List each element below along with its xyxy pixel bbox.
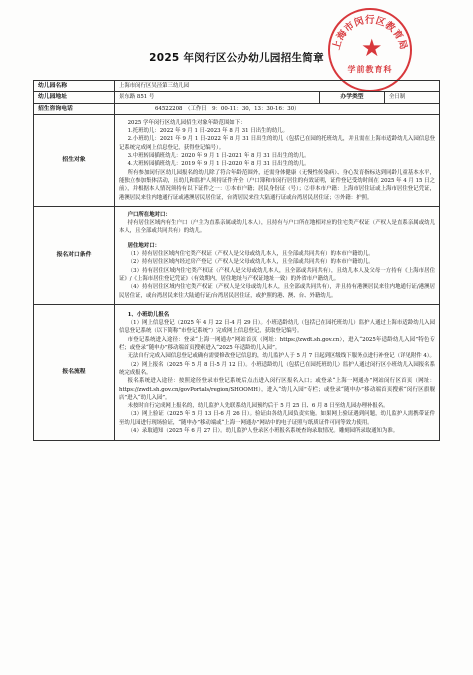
process-paragraph: （2）网上报名（2025 年 5 月 8 日-5 月 12 日）。小班适龄幼儿（包括已在园托班幼儿）监护人通过闵行区小班幼儿入园报名系统完成报名。: [119, 361, 435, 376]
conditions-item: （4）持有居住区域内住宅类产权证（产权人是父母或幼儿本人，且全部或共同共有），并且持有港澳居民来往内地通行证/港澳居民居住证，或台湾居民来往大陆通行证/台湾居民居住证，或护照的港、澳、台、外籍幼儿。: [119, 284, 435, 299]
conditions-item: （1）持有居住区域内住宅类产权证（产权人是父母或幼儿本人，且全部或共同共有）的本市户籍幼儿。: [127, 251, 374, 258]
conditions-heading-hukou: 户口所在地对口：: [127, 211, 171, 218]
seal-star-icon: ★: [361, 34, 383, 62]
targets-item: 3.中班转园插班幼儿：2020 年 9 月 1 日-2021 年 8 月 31 日出生的幼儿。: [127, 153, 310, 160]
process-paragraph: （3）网上验证（2025 年 5 月 13 日-6 月 26 日）。验证由各幼儿园负责实施。如果网上验证遇到问题，幼儿监护人需携带证件至幼儿园进行现场验证，“随申办”移动端或“上海一网通办”网站中的电子证照与纸质证件可同等效力使用。: [119, 411, 435, 426]
conditions-item: （3）持有居住区域内住宅类产权证（产权人是父母或幼儿本人，且全部或共同共有），且幼儿本人及父母一方持有《上海市居住证》/《上海市居住登记凭证》（有效期内，居住地址与产权证地址一致）的外省市户籍幼儿。: [119, 267, 435, 282]
address-label: 幼儿园地址: [34, 92, 115, 103]
table-row: [34, 92, 440, 103]
type-label: 办学类型: [320, 92, 385, 103]
table-row: [34, 114, 440, 206]
process-label: 报名流程: [34, 304, 115, 440]
conditions-heading-residence: 居住地对口：: [127, 242, 160, 249]
process-paragraph: 未按时自行完成网上报名的，幼儿监护人先联系幼儿园预约后于 5 月 25 日、6 月 8 日至幼儿园办理补报名。: [127, 403, 389, 410]
address-value: 景东路 851 号: [115, 92, 320, 103]
conditions-item: （2）持有居住区域内经过房产登记（产权人是父母或幼儿本人，且全部或共同共有）的本市户籍幼儿。: [127, 259, 374, 266]
seal-department: 学前教育科: [347, 64, 393, 74]
table-row: [34, 81, 440, 92]
process-paragraph: 市登记系统进入途径：登录“上海一网通办”网站首页（网址：https://zwdt.sh.gov.cn），进入“2025年适龄幼儿入园”特色专栏；或登录“随申办”移动端首页搜索进入“2025 年适龄幼儿入园”。: [119, 336, 435, 352]
targets-item: 1.托班幼儿：2022 年 9 月 1 日-2023 年 8 月 31 日出生的幼儿。: [127, 128, 288, 135]
conditions-hukou-text: 持有居住区域内有生户口（户主为直系亲属或幼儿本人），且持有与户口所在地相对应的住宅类产权证（产权人是直系亲属或幼儿本人，且全部或共同共有）的幼儿。: [119, 220, 435, 235]
process-paragraph: （1）网上信息登记（2025 年 4 月 22 日-4 月 29 日）。小班适龄幼儿（包括已在园托班幼儿）监护人通过上海市适龄幼儿入园信息登记系统（以下简称“市登记系统”）完成网上信息登记，获取登记编号。: [119, 320, 435, 335]
name-label: 幼儿园名称: [34, 81, 115, 92]
targets-item: 2.小班幼儿：2021 年 9 月 1 日-2022 年 8 月 31 日出生的幼儿（包括已在园的托班幼儿，并且需在上海市适龄幼儿入园信息登记系统完成网上信息登记，获得登记编号）。: [119, 136, 435, 151]
targets-note: 所有参加闵行区幼儿园报名的幼儿除了符合年龄范围外，还需身体健康（无慢性传染病）、身心发育指标达到同龄儿童基本水平，能独立参加集体活动，且幼儿和监护人须持证件齐全（户口簿和市闵行居住的有效证明，证件登记受幼时间在 2025 年 4 月 15 日之前），并根据本人情况须持有以下证件之一：①本市户籍；居民身份证（号）；②非本市户籍：上海市居住证或上海市居住登记凭证，港澳居民来往内地通行证或港澳居民居住证，台湾居民来往大陆通行证或台湾居民居住证；③外籍：护照。: [119, 169, 435, 201]
process-paragraph: 无法自行完成入园信息登记或确有需要修改登记信息的，幼儿监护人于 5 月 7 日起到区级线下服务点进行补登记（详见附件 4）。: [127, 353, 435, 360]
type-value: 全日制: [385, 92, 440, 103]
svg-text:上海市闵行区教育局: 上海市闵行区教育局: [331, 14, 409, 52]
admission-info-table: [33, 80, 440, 441]
phone-value: 64522208 （工作日 9：00-11：30，13：30-16：30）: [115, 103, 440, 114]
targets-content: [115, 114, 440, 206]
process-paragraph: 报名系统进入途径：按照途径登录市登记系统后点击进入闵行区报名入口；或登录“上海一网通办”网站闵行区首页（网址：https://zwdt.sh.gov.cn/govPortals/region/SHOOMH），进入“幼儿入园”专栏；或登录“随申办”移动端首页搜索“闵行区旗舰店”进入“幼儿入园”。: [119, 378, 435, 401]
phone-label: 招生咨询电话: [34, 103, 115, 114]
process-heading: 1、小班幼儿报名: [127, 311, 170, 318]
process-paragraph: （4）录取通知（2025 年 6 月 27 日）。幼儿监护人登录区小班报名系统查询录取情况。雕刻园所录取通知为准。: [127, 427, 399, 434]
conditions-content: [115, 206, 440, 304]
conditions-label: 报名对口条件: [34, 206, 115, 304]
table-row: [34, 103, 440, 114]
table-row: [34, 206, 440, 304]
name-value: 上海市闵行区吴泾第三幼儿园: [115, 81, 440, 92]
targets-item: 4.大班转园插班幼儿：2019 年 9 月 1 日-2020 年 8 月 31 日出生的幼儿。: [127, 161, 310, 168]
targets-label: 招生对象: [34, 114, 115, 206]
process-content: [115, 304, 440, 440]
targets-intro: 2025 学年闵行区幼儿园招生对象年龄范围如下：: [127, 119, 246, 126]
page-title: 2025 年闵行区公办幼儿园招生简章: [149, 52, 324, 64]
table-row: [34, 304, 440, 440]
